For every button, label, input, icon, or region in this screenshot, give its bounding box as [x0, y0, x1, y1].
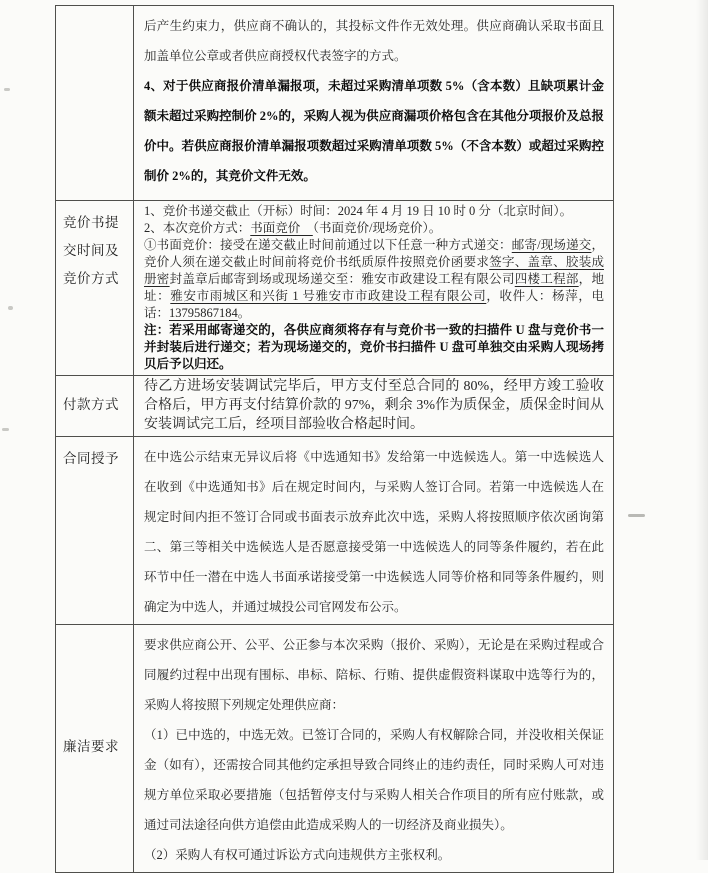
text-segment: ①书面竞价：接受在递交截止时间前通过以下任意一种方式递交： [144, 238, 512, 252]
row-content-contract-award [134, 437, 614, 625]
paragraph [144, 220, 604, 237]
scan-artifact [628, 514, 645, 517]
table-row-submission-time-and-method [56, 201, 614, 376]
text-segment: 13795867184 [169, 306, 238, 320]
text-segment: 书面竞价 [250, 221, 313, 235]
paragraph [144, 377, 604, 434]
table-row-bid-confirmation-continued [56, 6, 614, 201]
text-segment: 1、竞价书递交截止（开标）时间：2024 年 4 月 19 日 10 时 0 分（北京时间）。 [144, 204, 573, 218]
row-header-submission-time-and-method: 竞价书提交时间及竞价方式 [56, 201, 134, 376]
row-content-submission-time-and-method [134, 201, 614, 376]
paragraph [144, 11, 604, 71]
paragraph [144, 203, 604, 220]
text-segment: 待乙方进场安装调试完毕后，甲方支付至总合同的 80%，经甲方竣工验收合格后，甲方再支付结算价款的 97%，剩余 3%作为质保金，质保金时间从安装调试完工后，经项目部验收合格起时间。 [144, 379, 604, 432]
paragraph [144, 720, 604, 840]
row-header-contract-award: 合同授予 [56, 437, 134, 625]
text-segment: （书面竞价/现场竞价）。 [312, 221, 442, 235]
paragraph [144, 442, 604, 622]
row-header-integrity-requirements: 廉洁要求 [56, 625, 134, 873]
text-segment: ，竞价人须在递交截止时间前将竞价书纸质原件按照竞价函要求 [144, 238, 604, 269]
row-content-integrity-requirements [134, 625, 614, 873]
row-header-bid-confirmation-continued [56, 6, 134, 201]
text-segment: ，地址： [144, 272, 604, 303]
text-segment: 封盖章后邮寄到场或现场递交至：雅安市政建设工程有限公司 [169, 272, 515, 286]
text-segment: 2、本次竞价方式： [144, 221, 251, 235]
row-content-bid-confirmation-continued [134, 6, 614, 201]
text-segment: （1）已中选的，中选无效。已签订合同的，采购人有权解除合同，并没收相关保证金（如有），还需按合同其他约定承担导致合同终止的违约责任，同时采购人可对违规方单位采取必要措施（包括暂停支付与采购人相关合作项目的所有应付账款，或通过司法途径向供方追偿由此造成采购人的一切经济及商业损失）。 [144, 728, 604, 832]
text-segment: ，收件人：杨萍，电话： [144, 289, 604, 320]
text-segment: 要求供应商公开、公平、公正参与本次采购（报价、采购），无论是在采购过程或合同履约过程中出现有围标、串标、陪标、行贿、提供虚假资料谋取中选等行为的，采购人将按照下列规定处理供应商： [144, 638, 604, 712]
text-segment: 四楼工程部 [514, 272, 579, 286]
paragraph [144, 630, 604, 720]
text-segment: 4、对于供应商报价清单漏报项，未超过采购清单项数 5%（含本数）且缺项累计金额未超过采购控制价 2%的，采购人视为供应商漏项价格包含在其他分项报价及总报价中。若供应商报价清单漏报项数超过采购清单项数 5%（不含本数）或超过采购控制价 2%的，其竞价文件无效。 [144, 79, 604, 183]
text-segment: 。 [237, 306, 251, 320]
text-segment: 邮寄/现场递交 [511, 238, 592, 252]
doc-table-body [56, 6, 614, 873]
scan-edge-shadow [696, 0, 708, 860]
scan-artifact [2, 428, 9, 431]
text-segment: 在中选公示结束无异议后将《中选通知书》发给第一中选候选人。第一中选候选人在收到《中选通知书》后在规定时间内，与采购人签订合同。若第一中选候选人在规定时间内拒不签订合同或书面表示放弃此次中选，采购人将按照顺序依次函询第二、第三等相关中选候选人是否愿意接受第一中选候选人的同等条件履约，若在此环节中任一潜在中选人书面承诺接受第一中选候选人同等价格和同等条件履约，则确定为中选人，并通过城投公司官网发布公示。 [144, 450, 604, 614]
text-segment: （2）采购人有权可通过诉讼方式向违规供方主张权利。 [144, 848, 451, 862]
scan-artifact [8, 306, 13, 310]
paragraph [144, 237, 604, 322]
procurement-terms-table [55, 5, 614, 873]
row-header-payment-terms: 付款方式 [56, 376, 134, 437]
paragraph [144, 71, 604, 191]
text-segment: 注：若采用邮寄递交的，各供应商须将存有与竞价书一致的扫描件 U 盘与竞价书一并封装后进行递交；若为现场递交的，竞价书扫描件 U 盘可单独交由采购人现场拷贝后予以归还。 [144, 323, 604, 371]
text-segment: 后产生约束力，供应商不确认的，其投标文件作无效处理。供应商确认采取书面且加盖单位公章或者供应商授权代表签字的方式。 [144, 19, 604, 63]
row-content-payment-terms [134, 376, 614, 437]
table-row-contract-award [56, 437, 614, 625]
text-segment: 雅安市雨城区和兴街 1 号雅安市市政建设工程有限公司 [170, 289, 487, 303]
table-row-payment-terms [56, 376, 614, 437]
scan-artifact [4, 88, 10, 91]
paragraph [144, 840, 604, 870]
text-segment: 签字、盖章、胶装成册密 [144, 255, 604, 286]
paragraph [144, 322, 604, 373]
table-row-integrity-requirements [56, 625, 614, 873]
